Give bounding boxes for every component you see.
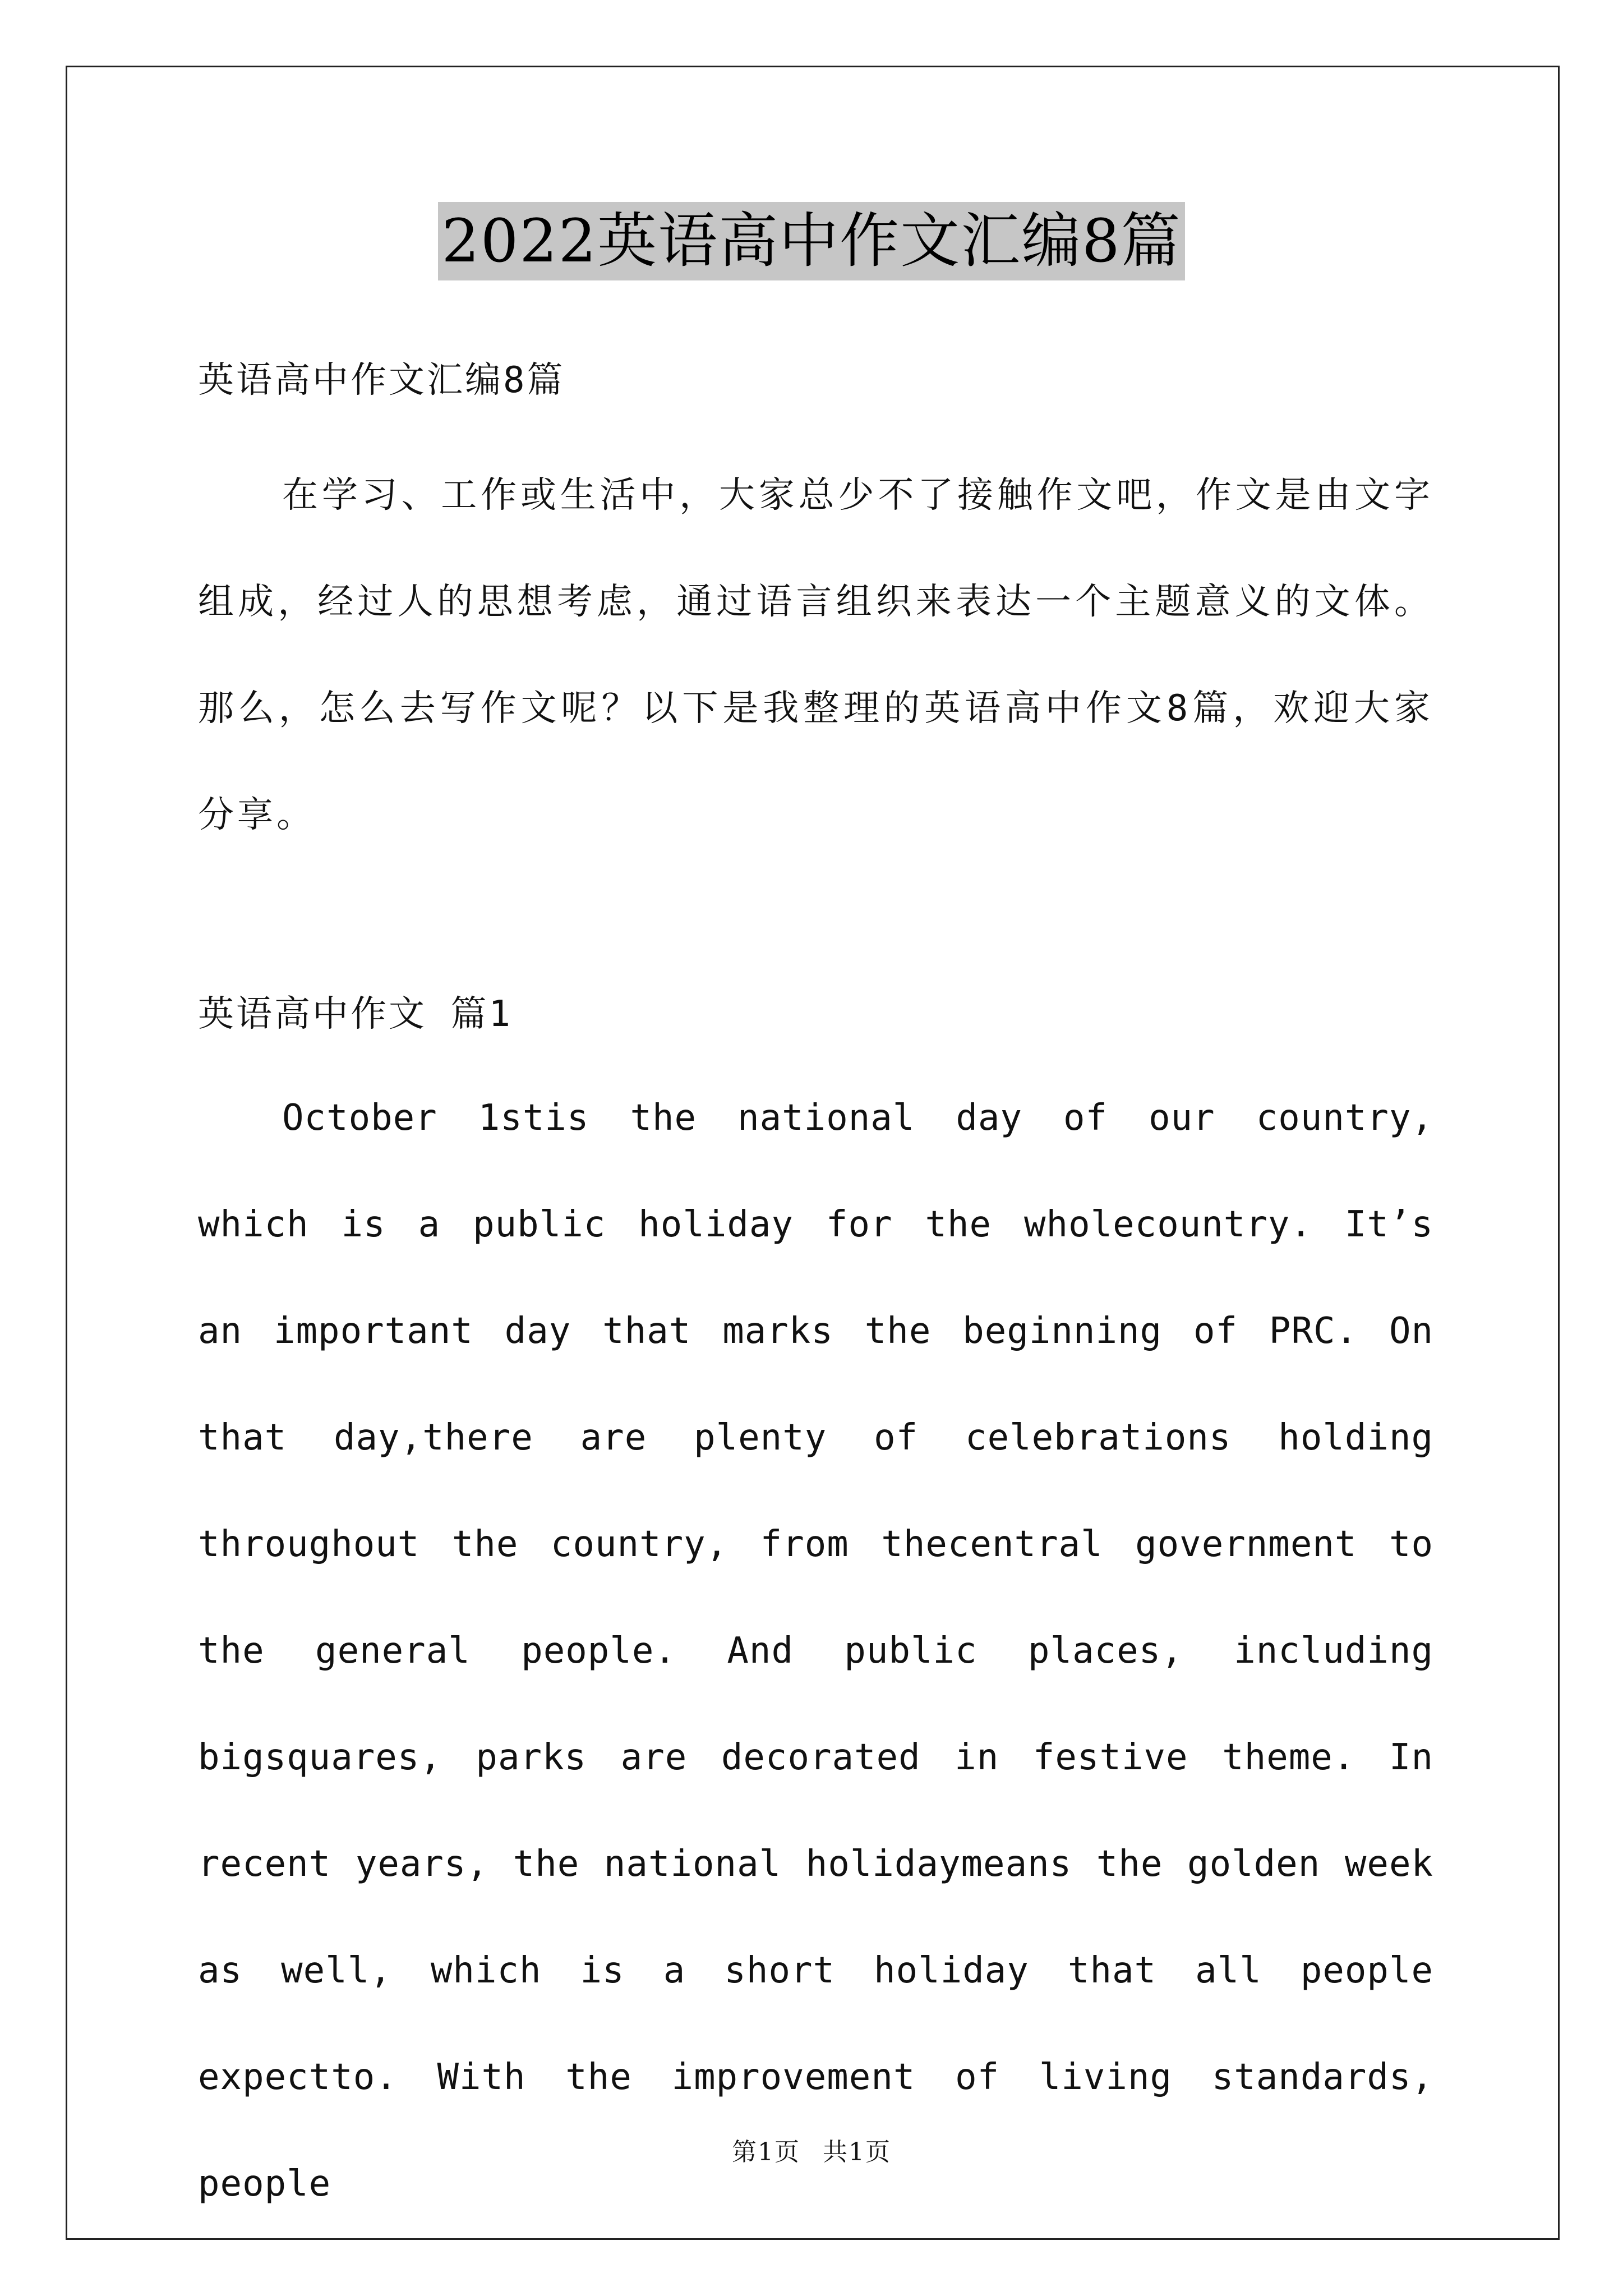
section-body: October 1stis the national day of our country, which is a public holiday for the wholecountry. It’s an important day that marks the beginning of PRC. On that day,there are plenty of celebrations holding throughout the country, from thecentral government to the general people. And public places, including bigsquares, parks are decorated in festive theme. In recent years, the national holidaymeans the golden week as well, which is a short holiday that all people expectto. With the improvement of living standards, people [198,1097,1433,2205]
intro-paragraph: 在学习、工作或生活中，大家总少不了接触作文吧，作文是由文字组成，经过人的思想考虑，通过语言组织来表达一个主题意义的文体。那么，怎么去写作文呢？以下是我整理的英语高中作文8篇，欢迎大家分享。 [198,475,1433,836]
document-title: 2022英语高中作文汇编8篇 [438,202,1184,280]
page-number-current: 第1页 [732,2138,800,2166]
document-subtitle: 英语高中作文汇编8篇 [198,360,565,401]
page-number-total: 共1页 [823,2138,891,2166]
title-container [0,202,1623,280]
page-footer [0,2132,1623,2168]
document-body [198,341,1433,2237]
section-heading: 英语高中作文 篇1 [198,993,513,1035]
